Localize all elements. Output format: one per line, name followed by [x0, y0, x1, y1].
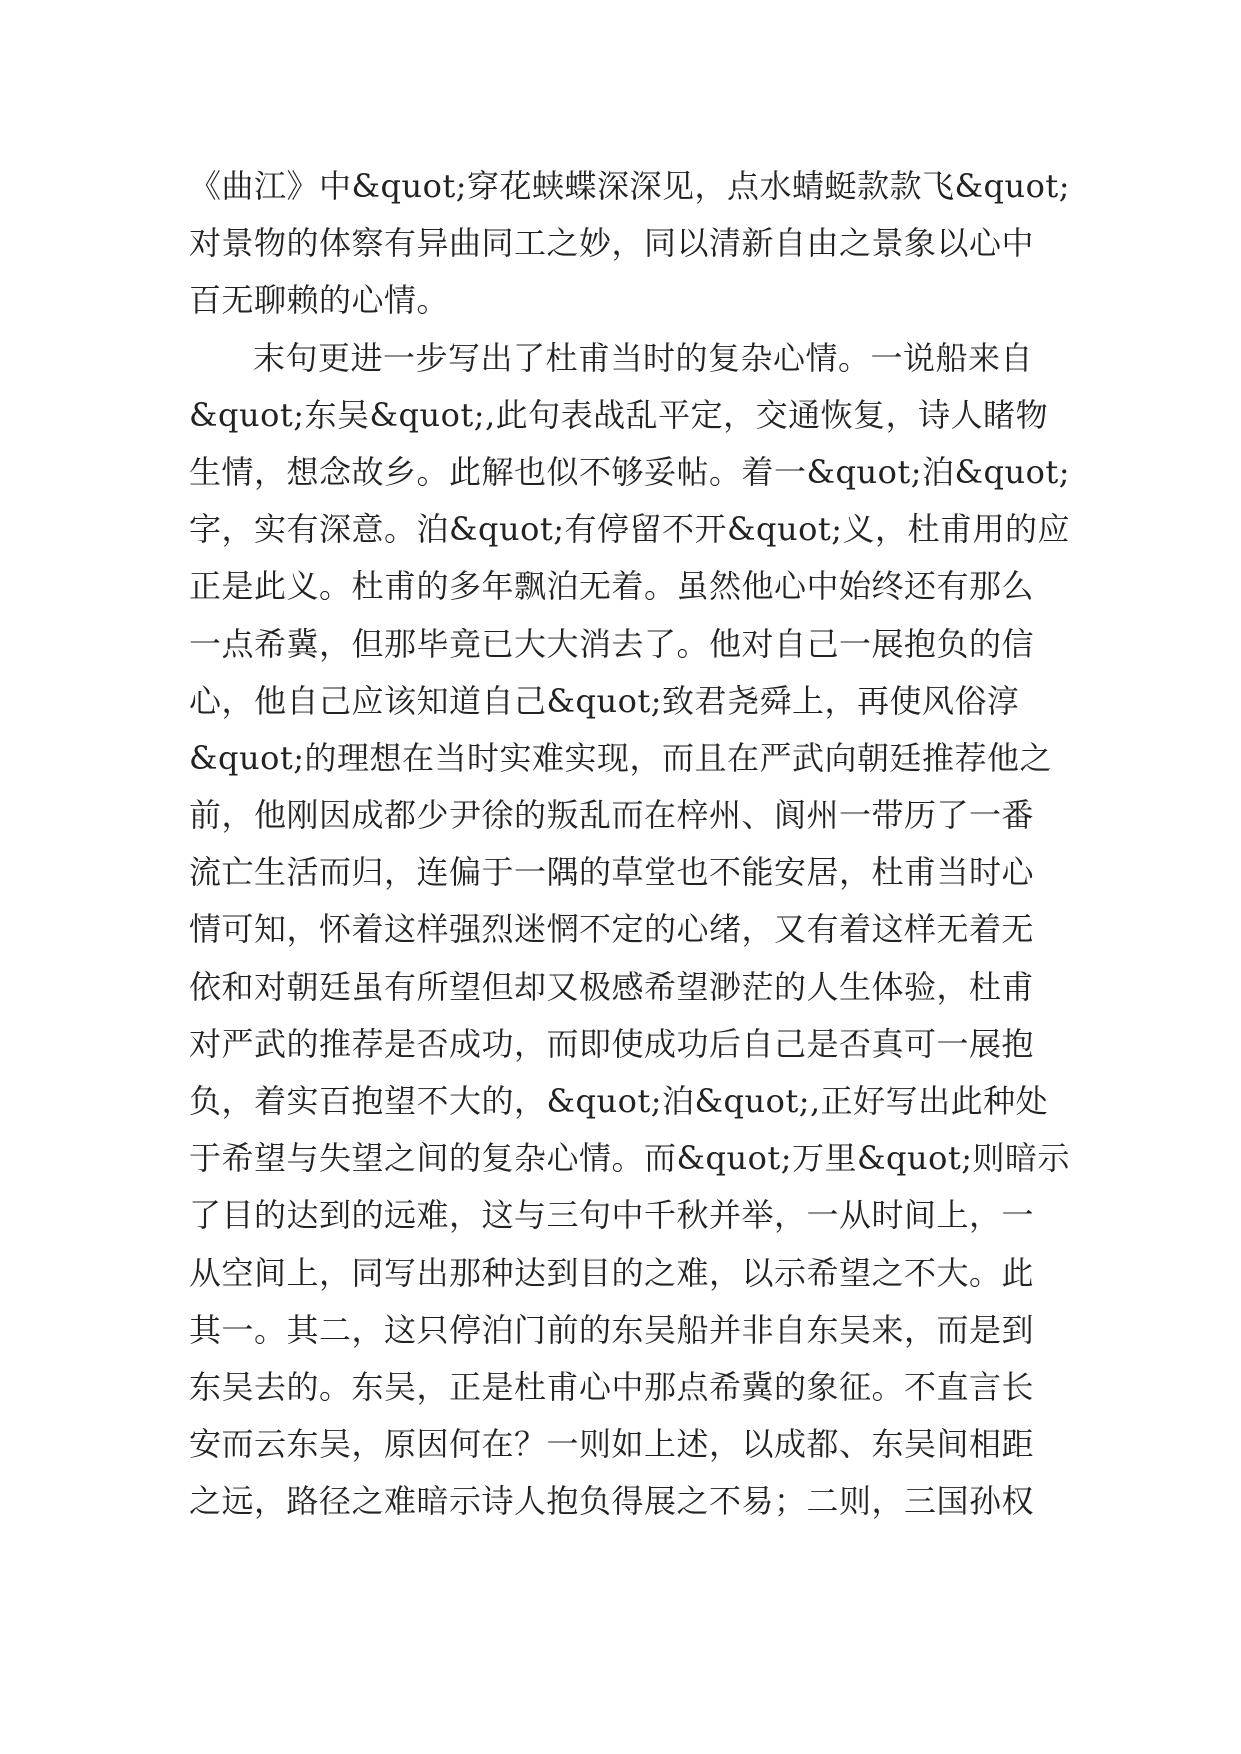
text-line: 末句更进一步写出了杜甫当时的复杂心情。一说船来自 [253, 338, 1034, 377]
text-line: 生情，想念故乡。此解也似不够妥帖。着一&quot;泊&quot; [189, 452, 1070, 491]
text-line: 了目的达到的远难，这与三句中千秋并举，一从时间上，一 [189, 1196, 1035, 1235]
text-line: 流亡生活而归，连偏于一隅的草堂也不能安居，杜甫当时心 [189, 853, 1035, 892]
text-line: 负，着实百抱望不大的，&quot;泊&quot;,正好写出此种处 [189, 1082, 1049, 1120]
text-line: 心，他自己应该知道自己&quot;致君尧舜上，再使风俗淳 [189, 681, 1020, 720]
text-line: 从空间上，同写出那种达到目的之难，以示希望之不大。此 [189, 1253, 1035, 1292]
text-line: &quot;东吴&quot;,此句表战乱平定，交通恢复，诗人睹物 [189, 395, 1049, 434]
text-line: 正是此义。杜甫的多年飘泊无着。虽然他心中始终还有那么 [189, 567, 1035, 606]
text-line: 字，实有深意。泊&quot;有停留不开&quot;义，杜甫用的应 [189, 510, 1070, 549]
document-body [189, 158, 1069, 1531]
text-line: 前，他刚因成都少尹徐的叛乱而在梓州、阆州一带历了一番 [189, 796, 1035, 835]
text-line: 对严武的推荐是否成功，而即使成功后自己是否真可一展抱 [189, 1024, 1035, 1063]
text-line: 于希望与失望之间的复杂心情。而&quot;万里&quot;则暗示 [189, 1139, 1070, 1178]
text-line: 百无聊赖的心情。 [189, 281, 450, 320]
text-line: &quot;的理想在当时实难实现，而且在严武向朝廷推荐他之 [189, 738, 1052, 777]
text-line: 之远，路径之难暗示诗人抱负得展之不易；二则，三国孙权 [189, 1482, 1035, 1521]
paragraph-2 [189, 330, 1069, 1531]
text-line: 一点希冀，但那毕竟已大大消去了。他对自己一展抱负的信 [189, 624, 1035, 663]
text-line: 情可知，怀着这样强烈迷惘不定的心绪，又有着这样无着无 [189, 910, 1035, 949]
text-line: 《曲江》中&quot;穿花蛱蝶深深见，点水蜻蜓款款飞&quot; [189, 167, 1070, 205]
text-line: 对景物的体察有异曲同工之妙，同以清新自由之景象以心中 [189, 224, 1035, 263]
text-line: 其一。其二，这只停泊门前的东吴船并非自东吴来，而是到 [189, 1310, 1035, 1349]
text-line: 依和对朝廷虽有所望但却又极感希望渺茫的人生体验，杜甫 [189, 967, 1035, 1006]
paragraph-1 [189, 158, 1069, 330]
text-line: 安而云东吴，原因何在？一则如上述，以成都、东吴间相距 [189, 1425, 1035, 1464]
text-line: 东吴去的。东吴，正是杜甫心中那点希冀的象征。不直言长 [189, 1367, 1035, 1406]
